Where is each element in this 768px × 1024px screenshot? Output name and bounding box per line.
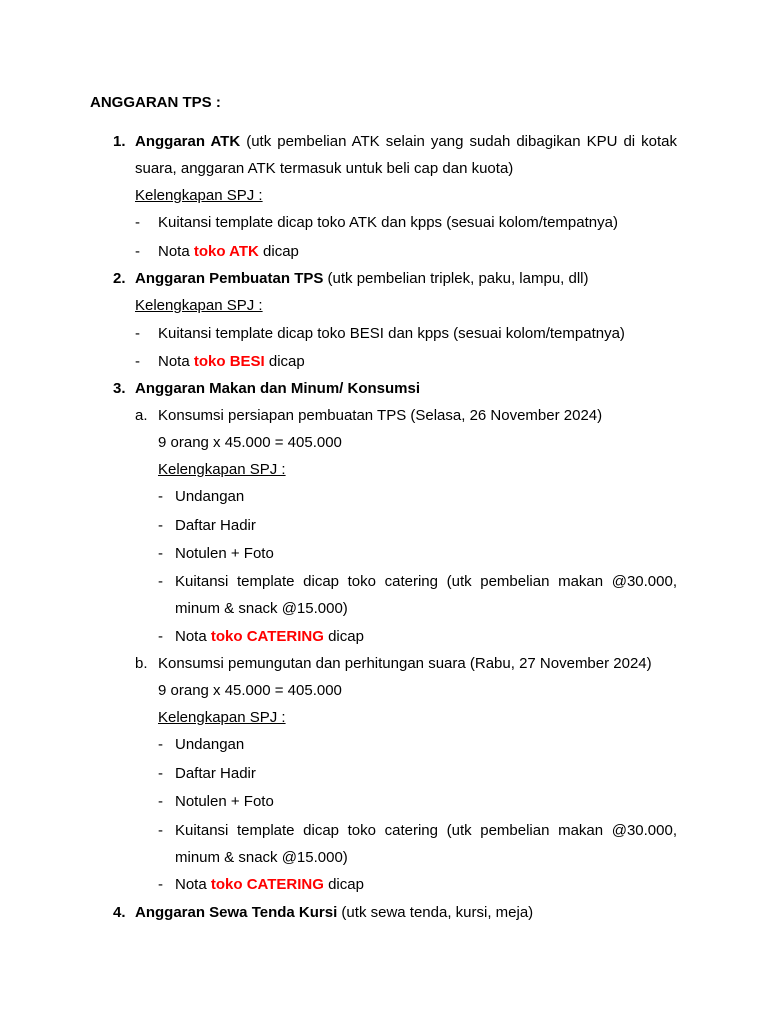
item-number: 2. [113,270,126,287]
bullet-text: Notulen + Foto [175,545,274,562]
item-4-line [135,904,533,922]
item-number: 4. [113,904,126,921]
bullet-dash: - [158,876,163,893]
document-title: ANGGARAN TPS : [90,94,221,111]
bullet-text: Kuitansi template dicap toko catering (utk pembelian makan @30.000, [175,822,677,839]
bullet-pre: Nota [158,243,194,260]
highlight-text: toko BESI [193,353,265,370]
bullet-text [175,876,364,894]
item-number: 3. [113,380,126,397]
bullet-dash: - [158,545,163,562]
kelengkapan-label: Kelengkapan SPJ : [158,461,286,478]
item-description: (utk pembelian ATK selain yang sudah dibagikan KPU di kotak [240,133,677,150]
highlight-text: toko CATERING [210,628,324,645]
bullet-dash: - [158,765,163,782]
bullet-text [175,628,364,646]
bullet-dash: - [135,214,140,231]
bullet-text-cont: minum & snack @15.000) [175,600,348,617]
bullet-text: Kuitansi template dicap toko ATK dan kpps (sesuai kolom/tempatnya) [158,214,618,231]
bullet-text: Daftar Hadir [175,765,256,782]
bullet-text [158,353,305,371]
bullet-pre: Nota [158,353,194,370]
item-heading: Anggaran ATK [135,133,241,150]
kelengkapan-label: Kelengkapan SPJ : [135,297,263,314]
item-description: (utk sewa tenda, kursi, meja) [337,904,534,921]
bullet-dash: - [135,353,140,370]
bullet-post: dicap [323,628,364,645]
bullet-text: Kuitansi template dicap toko catering (utk pembelian makan @30.000, [175,573,677,590]
item-description: (utk pembelian triplek, paku, lampu, dll) [323,270,589,287]
sub-calculation: 9 orang x 45.000 = 405.000 [158,682,342,699]
sub-title: Konsumsi persiapan pembuatan TPS (Selasa, 26 November 2024) [158,407,603,424]
item-heading: Anggaran Makan dan Minum/ Konsumsi [135,380,421,397]
bullet-post: dicap [323,876,364,893]
item-heading: Anggaran Pembuatan TPS [135,270,324,287]
item-description-cont: suara, anggaran ATK termasuk untuk beli cap dan kuota) [135,160,514,177]
bullet-pre: Nota [175,876,211,893]
bullet-dash: - [158,488,163,505]
bullet-dash: - [158,628,163,645]
bullet-dash: - [158,573,163,590]
bullet-text: Undangan [175,736,245,753]
item-2-line [135,270,589,288]
bullet-dash: - [135,325,140,342]
bullet-text: Undangan [175,488,245,505]
sub-title: Konsumsi pemungutan dan perhitungan suara (Rabu, 27 November 2024) [158,655,652,672]
bullet-dash: - [158,793,163,810]
bullet-text: Daftar Hadir [175,517,256,534]
bullet-dash: - [158,736,163,753]
kelengkapan-label: Kelengkapan SPJ : [135,187,263,204]
item-heading: Anggaran Sewa Tenda Kursi [135,904,338,921]
bullet-dash: - [135,243,140,260]
bullet-text: Kuitansi template dicap toko BESI dan kpps (sesuai kolom/tempatnya) [158,325,625,342]
sub-letter: a. [135,407,148,424]
item-1-line1 [135,133,677,151]
bullet-text: Notulen + Foto [175,793,274,810]
sub-calculation: 9 orang x 45.000 = 405.000 [158,434,342,451]
bullet-text-cont: minum & snack @15.000) [175,849,348,866]
bullet-text [158,243,299,261]
bullet-pre: Nota [175,628,211,645]
item-number: 1. [113,133,126,150]
bullet-dash: - [158,517,163,534]
highlight-text: toko CATERING [210,876,324,893]
bullet-dash: - [158,822,163,839]
highlight-text: toko ATK [193,243,259,260]
bullet-post: dicap [258,243,299,260]
bullet-post: dicap [264,353,305,370]
sub-letter: b. [135,655,148,672]
kelengkapan-label: Kelengkapan SPJ : [158,709,286,726]
